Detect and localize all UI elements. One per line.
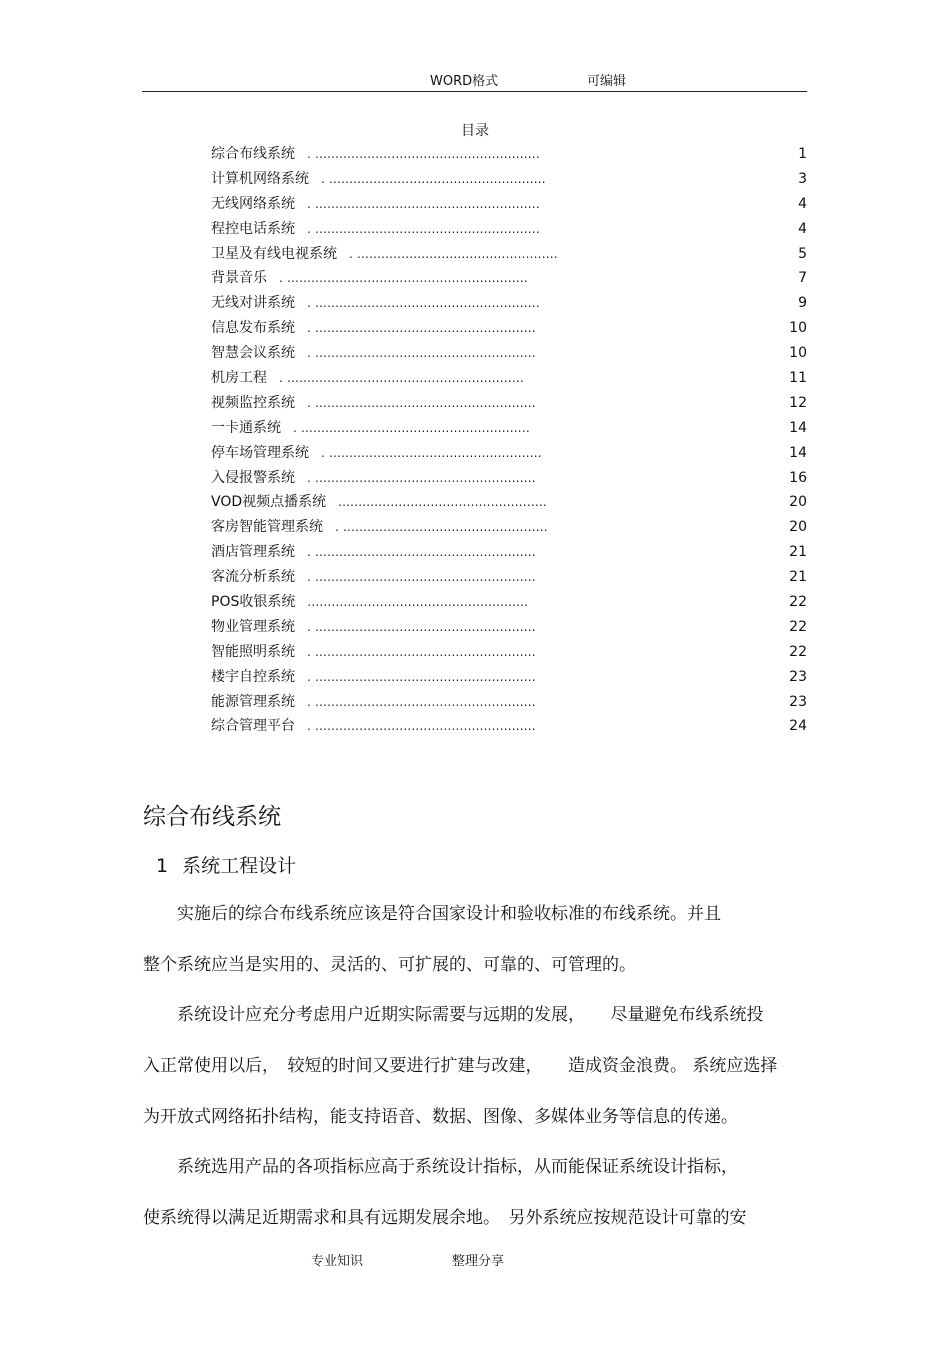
toc-title: 目录	[461, 123, 489, 139]
toc-page-number: 11	[789, 370, 807, 387]
toc-leader-dots: . ........................................................	[307, 296, 540, 311]
toc-entry-name: 客流分析系统	[211, 569, 295, 586]
toc-leader-dots: . .......................................................	[307, 719, 536, 734]
toc-page-number: 16	[789, 469, 807, 486]
toc-leader-dots: . ........................................................	[307, 221, 540, 236]
toc-page-number: 21	[789, 544, 807, 561]
toc-entry[interactable]	[211, 318, 807, 343]
toc-leader-dots: . ............................................................	[279, 271, 528, 286]
toc-page-number: 4	[798, 195, 807, 212]
header-format-label: WORD格式	[430, 74, 499, 89]
toc-leader-dots: . .......................................................	[307, 694, 536, 709]
toc-entry-name: VOD视频点播系统	[211, 494, 327, 511]
toc-page-number: 1	[798, 146, 807, 162]
toc-entry-name: 客房智能管理系统	[211, 519, 323, 536]
toc-entry-name: 机房工程	[211, 370, 267, 387]
subsection-title-text: 系统工程设计	[182, 855, 297, 877]
toc-page-number: 21	[789, 569, 807, 586]
toc-page-number: 23	[789, 693, 807, 710]
toc-entry[interactable]	[211, 144, 807, 169]
toc-leader-dots: . .......................................................	[307, 470, 536, 485]
toc-entry-name: 无线对讲系统	[211, 295, 295, 312]
toc-page-number: 24	[789, 718, 807, 735]
toc-entry-name: 计算机网络系统	[211, 170, 309, 187]
paragraph-line: 为开放式网络拓扑结构，能支持语音、数据、图像、多媒体业务等信息的传递。	[143, 1107, 738, 1127]
toc-entry-name: 背景音乐	[211, 270, 267, 287]
paragraph-line: 整个系统应当是实用的、灵活的、可扩展的、可靠的、可管理的。	[143, 955, 636, 975]
toc-leader-dots: . .......................................................	[307, 346, 536, 361]
toc-leader-dots: . ...................................................	[335, 520, 548, 535]
toc-entry[interactable]	[211, 468, 807, 493]
toc-entry-name: 物业管理系统	[211, 618, 295, 635]
toc-entry-name: 能源管理系统	[211, 693, 295, 710]
toc-page-number: 4	[798, 220, 807, 237]
toc-page-number: 10	[789, 320, 807, 337]
toc-entry-name: 视频监控系统	[211, 394, 295, 411]
toc-leader-dots: . .........................................................	[293, 420, 530, 435]
toc-leader-dots: . ..................................................	[349, 246, 558, 261]
toc-entry[interactable]	[211, 617, 807, 642]
toc-entry-name: 一卡通系统	[211, 419, 281, 436]
toc-page-number: 14	[789, 419, 807, 436]
toc-entry[interactable]	[211, 567, 807, 592]
toc-entry[interactable]	[211, 592, 807, 617]
toc-leader-dots: . .......................................................	[307, 644, 536, 659]
page-header	[0, 68, 950, 92]
toc-page-number: 22	[789, 643, 807, 660]
toc-entry-name: 综合布线系统	[211, 146, 295, 162]
toc-page-number: 7	[798, 270, 807, 287]
toc-leader-dots: . .......................................................	[307, 570, 536, 585]
toc-entry[interactable]	[211, 293, 807, 318]
toc-leader-dots: ....................................................	[338, 495, 547, 510]
toc-entry[interactable]	[211, 219, 807, 244]
toc-page-number: 12	[789, 394, 807, 411]
toc-entry[interactable]	[211, 393, 807, 418]
toc-entry[interactable]	[211, 716, 807, 741]
toc-page-number: 14	[789, 444, 807, 461]
toc-page-number: 10	[789, 345, 807, 362]
page-footer	[0, 1250, 950, 1270]
toc-entry-name: 综合管理平台	[211, 718, 295, 735]
toc-page-number: 23	[789, 668, 807, 685]
toc-entry-name: 信息发布系统	[211, 320, 295, 337]
subsection-number: 1	[156, 855, 169, 877]
paragraph-3	[143, 1142, 807, 1244]
paragraph-line: 系统设计应充分考虑用户近期实际需要与远期的发展， 尽量避免布线系统投	[143, 1005, 764, 1025]
toc-entry[interactable]	[211, 368, 807, 393]
paragraph-line: 入正常使用以后， 较短的时间又要进行扩建与改建， 造成资金浪费。 系统应选择	[143, 1056, 778, 1076]
toc-entry-name: 智慧会议系统	[211, 345, 295, 362]
toc-entry[interactable]	[211, 492, 807, 517]
footer-right-label: 整理分享	[452, 1254, 505, 1269]
section-title: 综合布线系统	[143, 804, 281, 830]
toc-page-number: 20	[789, 494, 807, 511]
toc-entry[interactable]	[211, 443, 807, 468]
toc-leader-dots: . .......................................................	[307, 545, 536, 560]
toc-leader-dots: . ........................................................	[307, 196, 540, 211]
toc-entry-name: 楼宇自控系统	[211, 668, 295, 685]
paragraph-2	[143, 990, 807, 1143]
toc-entry-name: 入侵报警系统	[211, 469, 295, 486]
paragraph-line: 系统选用产品的各项指标应高于系统设计指标，从而能保证系统设计指标，	[143, 1157, 738, 1177]
toc-leader-dots: . ........................................................	[307, 147, 540, 161]
toc-entry-name: 无线网络系统	[211, 195, 295, 212]
toc-leader-dots: . .......................................................	[307, 321, 536, 336]
toc-leader-dots: . .......................................................	[307, 395, 536, 410]
toc-page-number: 20	[789, 519, 807, 536]
toc-page-number: 22	[789, 594, 807, 611]
toc-entry[interactable]	[211, 542, 807, 567]
toc-entry[interactable]	[211, 692, 807, 717]
toc-entry[interactable]	[211, 244, 807, 269]
toc-entry[interactable]	[211, 667, 807, 692]
toc-leader-dots: . .......................................................	[307, 619, 536, 634]
toc-page-number: 5	[798, 245, 807, 262]
paragraph-line: 使系统得以满足近期需求和具有远期发展余地。 另外系统应按规范设计可靠的安	[143, 1208, 747, 1228]
toc-page-number: 22	[789, 618, 807, 635]
table-of-contents	[211, 144, 807, 741]
toc-entry[interactable]	[211, 343, 807, 368]
toc-leader-dots: . ......................................................	[321, 171, 546, 186]
toc-entry[interactable]	[211, 169, 807, 194]
toc-leader-dots: . .......................................................	[307, 669, 536, 684]
toc-entry[interactable]	[211, 642, 807, 667]
footer-left-label: 专业知识	[311, 1254, 364, 1269]
toc-page-number: 3	[798, 170, 807, 187]
toc-entry-name: 酒店管理系统	[211, 544, 295, 561]
toc-entry-name: POS收银系统	[211, 594, 296, 611]
toc-entry[interactable]	[211, 268, 807, 293]
toc-leader-dots: . ...........................................................	[279, 371, 524, 386]
toc-leader-dots: .......................................................	[307, 595, 529, 610]
toc-entry-name: 停车场管理系统	[211, 444, 309, 461]
toc-entry-name: 智能照明系统	[211, 643, 295, 660]
paragraph-line: 实施后的综合布线系统应该是符合国家设计和验收标准的布线系统。并且	[143, 904, 721, 924]
toc-leader-dots: . .....................................................	[321, 445, 542, 460]
toc-entry[interactable]	[211, 517, 807, 542]
subsection-title	[156, 851, 296, 878]
toc-entry[interactable]	[211, 194, 807, 219]
toc-entry-name: 程控电话系统	[211, 220, 295, 237]
header-divider	[142, 91, 807, 92]
toc-page-number: 9	[798, 295, 807, 312]
paragraph-1	[143, 889, 807, 991]
toc-entry[interactable]	[211, 418, 807, 443]
toc-entry-name: 卫星及有线电视系统	[211, 245, 337, 262]
header-editable-label: 可编辑	[587, 74, 627, 89]
